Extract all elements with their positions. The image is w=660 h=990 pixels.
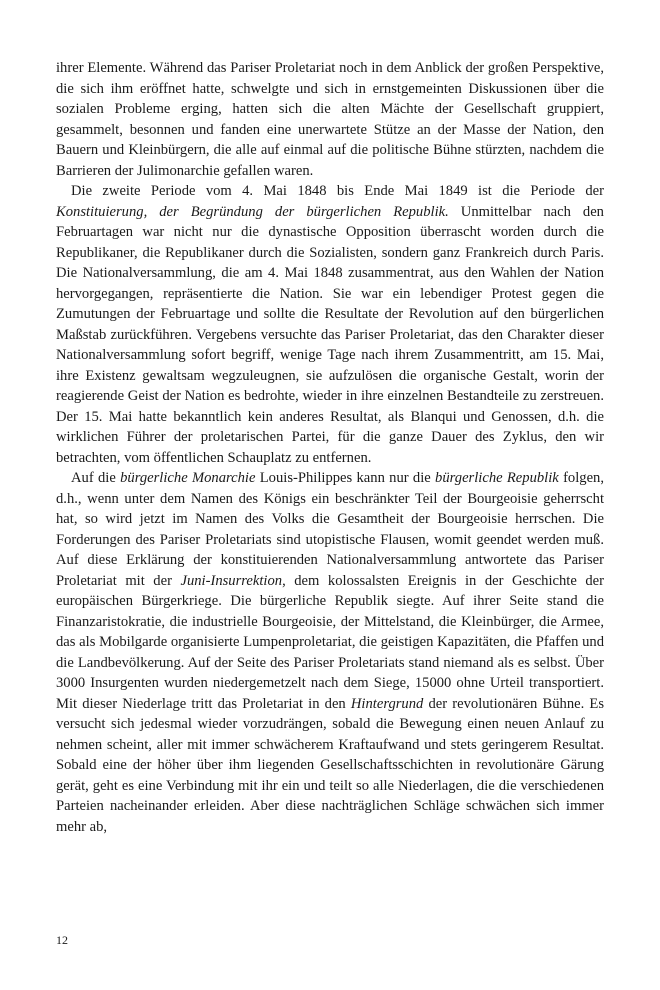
paragraph-3: [56, 468, 604, 837]
page-number: 12: [56, 933, 68, 947]
paragraph-2-run-1: Die zweite Periode vom 4. Mai 1848 bis Ende Mai 1849 ist die Periode der: [71, 183, 604, 199]
paragraph-3-run-3: Louis-Philippes kann nur die: [255, 470, 436, 486]
paragraph-3-run-8-italic: Hintergrund: [350, 695, 424, 712]
paragraph-1: [56, 58, 604, 181]
paragraph-2-run-2-italic: Konstituierung, der Begründung der bürgerlichen Republik.: [56, 203, 449, 220]
paragraph-2-run-3: Unmittelbar nach den Februartagen war nicht nur die dynastische Opposition überrascht worden durch die Republikaner, die Republikaner durch die Sozialisten, sondern ganz Frankreich durch Paris. Die Nationalversammlung, die am 4. Mai 1848 zusammentrat, aus den Wahlen der Nation hervorgegangen, repräsentierte die Nation. Sie war ein lebendiger Protest gegen die Zumutungen der Februartage und sollte die Resultate der Revolution auf den bürgerlichen Maßstab zurückführen. Vergebens versuchte das Pariser Proletariat, das den Charakter dieser Nationalversammlung sofort begriff, wenige Tage nach ihrem Zusammentritt, am 15. Mai, ihre Existenz gewaltsam wegzuleugnen, sie aufzulösen die organische Gestalt, worin der reagierende Geist der Nation es bedrohte, wieder in ihre einzelnen Bestandteile zu zerstreuen. Der 15. Mai hatte bekanntlich kein anderes Resultat, als Blanqui und Genossen, d.h. die wirklichen Führer der proletarischen Partei, für die ganze Dauer des Zyklus, den wir betrachten, vom öffentlichen Schauplatz zu entfernen.: [56, 203, 604, 466]
paragraph-3-run-5: folgen, d.h., wenn unter dem Namen des Königs ein beschränkter Teil der Bourgeoisie geherrscht hat, so wird jetzt im Namen des Volks die Gesamtheit der Bourgeoisie herrschen. Die Forderungen des Pariser Proletariats sind utopistische Flausen, womit geendet werden muß. Auf diese Erklärung der konstituierenden Nationalversammlung antwortete das Pariser Proletariat mit der: [56, 470, 604, 589]
paragraph-1-run-1: ihrer Elemente. Während das Pariser Proletariat noch in dem Anblick der großen Perspektive, die sich ihm eröffnet hatte, schwelgte und sich in ernstgemeinten Diskussionen über die sozialen Probleme erging, hatten sich die alten Mächte der Gesellschaft gruppiert, gesammelt, besonnen und fanden eine unerwartete Stütze an der Masse der Nation, den Bauern und Kleinbürgern, die alle auf einmal auf die politische Bühne stürzten, nachdem die Barrieren der Julimonarchie gefallen waren.: [56, 60, 604, 179]
paragraph-3-run-9: der revolutionären Bühne. Es versucht sich jedesmal wieder vorzudrängen, sobald die Bewegung einen neuen Anlauf zu nehmen scheint, aller mit immer schwächerem Kraftaufwand und stets geringerem Resultat. Sobald eine der höher über ihm liegenden Gesellschaftsschichten in revolutionäre Gärung gerät, geht es eine Verbindung mit ihr ein und teilt so alle Niederlagen, die die verschiedenen Parteien nacheinander erleiden. Aber diese nachträglichen Schläge schwächen sich immer mehr ab,: [56, 695, 605, 835]
paragraph-3-run-7: , dem kolossalsten Ereignis in der Geschichte der europäischen Bürgerkriege. Die bürgerliche Republik siegte. Auf ihrer Seite stand die Finanzaristokratie, die industrielle Bourgeoisie, der Mittelstand, die Kleinbürger, die Armee, das als Mobilgarde organisierte Lumpenproletariat, die geistigen Kapazitäten, die Pfaffen und die Landbevölkerung. Auf der Seite des Pariser Proletariats stand niemand als es selbst. Über 3000 Insurgenten wurden niedergemetzelt nach dem Siege, 15000 ohne Urteil transportiert. Mit dieser Niederlage tritt das Proletariat in den: [56, 572, 604, 712]
paragraph-2: [56, 181, 604, 468]
paragraph-3-run-1: Auf die: [71, 470, 121, 486]
paragraph-3-run-6-italic: Juni-Insurrektion: [180, 572, 283, 589]
paragraph-3-run-2-italic: bürgerliche Monarchie: [120, 470, 256, 486]
paragraph-3-run-4-italic: bürgerliche Republik: [435, 470, 559, 486]
page-body: [56, 58, 604, 837]
